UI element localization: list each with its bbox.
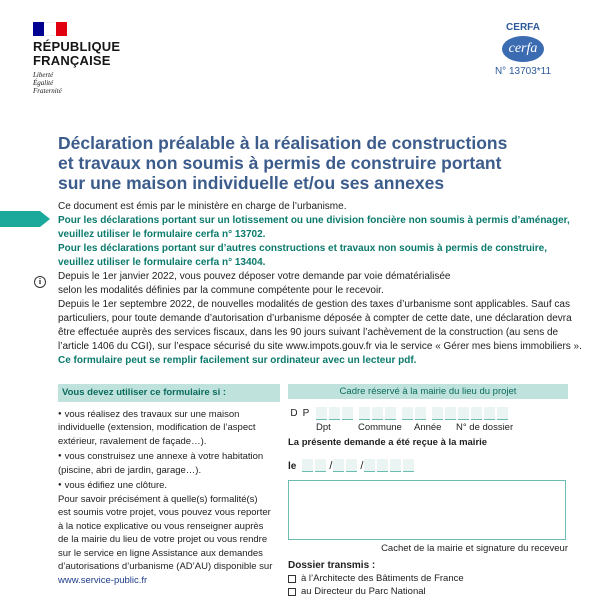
list-item: ● vous réalisez des travaux sur une maison — [58, 408, 280, 422]
received-date-field[interactable]: le / / — [288, 456, 568, 472]
label-commune: Commune — [358, 422, 402, 433]
motto: Liberté Égalité Fraternité — [33, 71, 62, 95]
republic-line2: FRANÇAISE — [33, 53, 111, 68]
dossier-number-field[interactable]: D P — [288, 405, 568, 421]
page-title: Déclaration préalable à la réalisation de constructions et travaux non soumis à permis de construire portant sur une maison individuelle et/ou ses annexes — [58, 133, 508, 193]
checkbox-parc-national[interactable]: au Directeur du Parc National — [288, 586, 568, 597]
cerfa-logo-icon: cerfa — [502, 36, 544, 62]
list-item: ● vous édifiez une clôture. — [58, 479, 280, 493]
intro-text: Ce document est émis par le ministère en charge de l’urbanisme. Pour les déclarations portant sur un lotissement ou une division foncière non soumis à permis d’aménager, veuillez utiliser le formulaire cerfa n° 13702. Pour les déclarations portant sur d’autres constructions et travaux non soumis à permis de construire, veuillez utiliser le formulaire cerfa n° 13404. Depuis le 1er janvier 2022, vous pouvez déposer votre demande par voie dématérialisée selon les modalités définies par la commune compétente pour le recevoir. Depuis le 1er septembre 2022, de nouvelles modalités de gestion des taxes d’urbanisme sont applicables. Sauf cas particuliers, pour toute demande d’autorisation d’urbanisme déposée à compter de cette date, une déclaration devra être effectuée auprès des services fiscaux, dans les 90 jours suivant l’achèvement de la construction (au sens de l’article 1406 du CGI), sur l’espace sécurisé du site www.impots.gouv.fr via le service « Gérer mes biens immobiliers ». Ce formulaire peut se remplir facilement sur ordinateur avec un lecteur pdf. — [58, 201, 582, 366]
republic-line1: RÉPUBLIQUE — [33, 39, 121, 54]
usage-conditions: Vous devez utiliser ce formulaire si : ● vous réalisez des travaux sur une maison individuelle (extension, modification de l’aspect extérieur, ravalement de façade…). ● vous construisez une annexe à votre habitation (piscine, abri de jardin, garage…). ● vous édifiez une clôture. Pour savoir précisément à quelle(s) formalité(s) est soumis votre projet, vous pouvez vous reporter à la notice explicative ou vous renseigner auprès de la mairie du lieu de votre projet ou vous rendre sur le service en ligne Assistance aux demandes d’autorisations d’urbanisme (AD’AU) disponible sur www.service-public.fr — [58, 384, 280, 587]
cerfa-number: N° 13703*11 — [494, 66, 552, 77]
label-annee: Année — [414, 422, 442, 433]
stamp-area[interactable] — [288, 480, 566, 540]
flag-icon — [33, 22, 67, 36]
mairie-reserved-box — [288, 384, 568, 597]
checkbox-abf[interactable]: à l’Architecte des Bâtiments de France — [288, 573, 568, 584]
dossier-transmis-label: Dossier transmis : — [288, 560, 376, 571]
checkbox-icon[interactable] — [288, 588, 296, 596]
stamp-caption: Cachet de la mairie et signature du receveur — [381, 543, 568, 554]
checkbox-icon[interactable] — [288, 575, 296, 583]
service-public-link[interactable]: www.service-public.fr — [58, 574, 148, 586]
label-dossier: N° de dossier — [456, 422, 514, 433]
cerfa-label: CERFA — [506, 22, 540, 33]
cerfa-block — [486, 22, 560, 77]
republique-francaise-logo — [33, 22, 120, 95]
label-dpt: Dpt — [316, 422, 331, 433]
usage-heading: Vous devez utiliser ce formulaire si : — [58, 384, 280, 402]
info-icon: i — [34, 276, 46, 288]
mairie-heading: Cadre réservé à la mairie du lieu du projet — [288, 384, 568, 399]
received-label: La présente demande a été reçue à la mairie — [288, 437, 488, 448]
arrow-marker-icon — [0, 211, 50, 227]
list-item: ● vous construisez une annexe à votre habitation — [58, 450, 280, 464]
